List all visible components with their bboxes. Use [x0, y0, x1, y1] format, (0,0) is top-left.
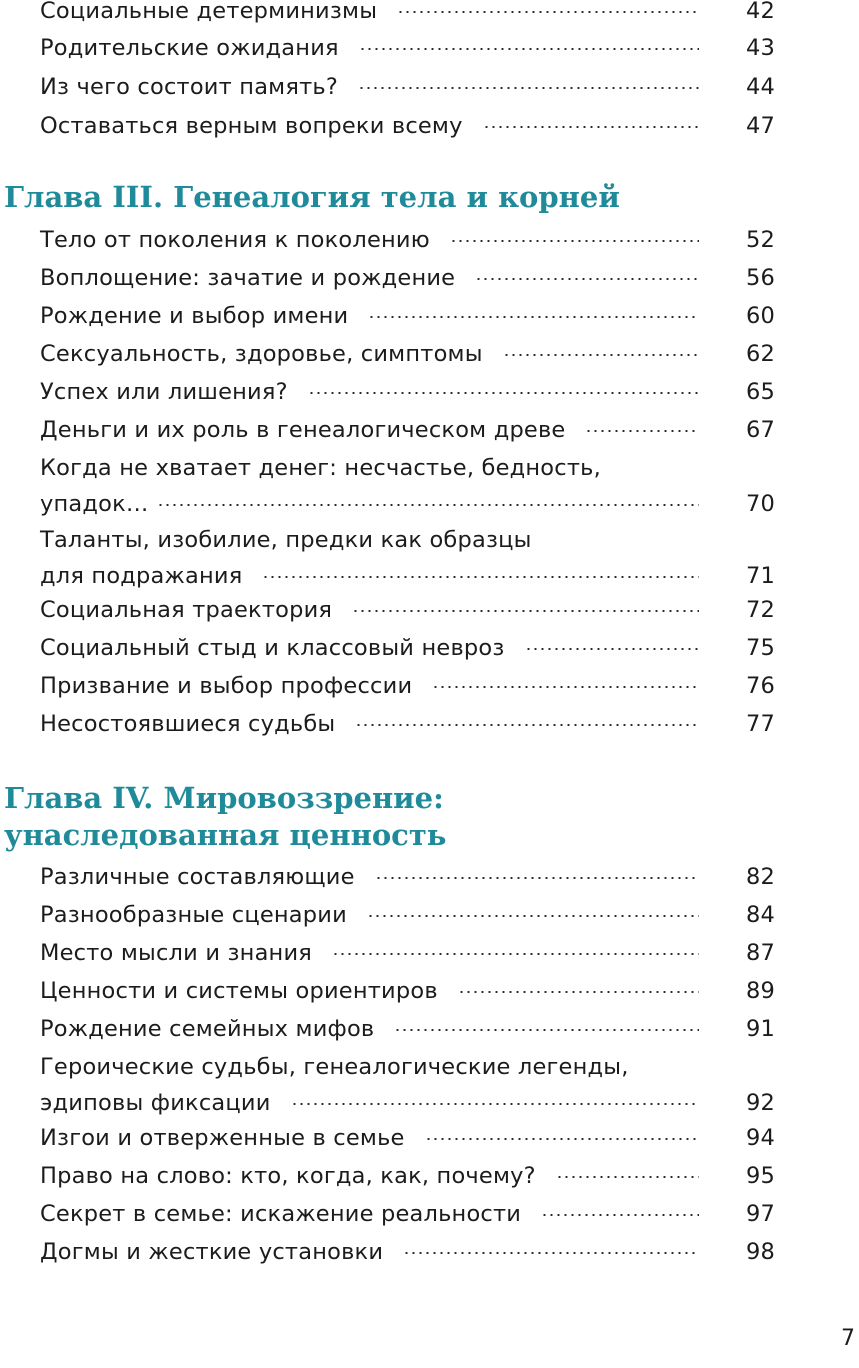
toc-entry-page: 42 — [745, 0, 775, 24]
toc-entry[interactable] — [40, 1050, 775, 1122]
toc-entry-page: 65 — [745, 379, 775, 405]
chapter-title-line1: Глава IV. Мировоззрение: — [4, 781, 444, 815]
toc-entry-page: 76 — [745, 673, 775, 699]
dot-leader — [458, 991, 699, 993]
toc-entry-title: Воплощение: зачатие и рождение — [40, 265, 456, 291]
toc-entry[interactable] — [40, 297, 775, 335]
toc-entry[interactable] — [40, 972, 775, 1010]
toc-entry-title: Право на слово: кто, когда, как, почему? — [40, 1163, 536, 1189]
page-number: 7 — [841, 1326, 855, 1351]
dot-leader — [483, 126, 699, 128]
toc-entry-title-line2: упадок… — [40, 491, 149, 517]
toc-entry-page: 98 — [745, 1239, 775, 1265]
toc-entry-page: 92 — [745, 1090, 775, 1116]
dot-leader — [525, 648, 699, 650]
toc-entry[interactable] — [40, 858, 775, 896]
toc-entry-title: Призвание и выбор профессии — [40, 673, 413, 699]
chapter-title: Глава III. Генеалогия тела и корней — [4, 180, 620, 214]
toc-entry-title-line1: Таланты, изобилие, предки как образцы — [40, 527, 532, 553]
toc-entry-page: 62 — [745, 341, 775, 367]
toc-entry-page: 70 — [745, 491, 775, 517]
dot-leader — [359, 48, 699, 50]
dot-leader — [503, 354, 699, 356]
dot-leader — [368, 316, 699, 318]
toc-entry[interactable] — [40, 934, 775, 972]
dot-leader — [425, 1138, 699, 1140]
dot-leader — [262, 576, 699, 578]
dot-leader — [352, 610, 699, 612]
toc-entry-page: 47 — [745, 113, 775, 139]
toc-entry[interactable] — [40, 629, 775, 667]
toc-entry-title: Деньги и их роль в генеалогическом древе — [40, 417, 566, 443]
toc-entry[interactable] — [40, 451, 775, 523]
toc-entry-page: 60 — [745, 303, 775, 329]
toc-entry-title-line1: Героические судьбы, генеалогические легенды, — [40, 1054, 629, 1080]
toc-entry-page: 52 — [745, 227, 775, 253]
toc-entry-page: 75 — [745, 635, 775, 661]
toc-entry[interactable] — [40, 1195, 775, 1233]
toc-entry-page: 72 — [745, 597, 775, 623]
toc-entry[interactable] — [40, 705, 775, 743]
toc-entry-title-line2: для подражания — [40, 563, 243, 589]
toc-entry-page: 94 — [745, 1125, 775, 1151]
toc-entry-title: Оставаться верным вопреки всему — [40, 113, 463, 139]
toc-entry-title-line1: Когда не хватает денег: несчастье, бедность, — [40, 455, 601, 481]
toc-entry[interactable] — [40, 221, 775, 259]
toc-entry-title: Разнообразные сценарии — [40, 902, 347, 928]
toc-entry[interactable] — [40, 667, 775, 705]
toc-entry-page: 71 — [745, 563, 775, 589]
toc-entry[interactable] — [40, 0, 775, 30]
toc-entry[interactable] — [40, 523, 775, 595]
toc-entry-title: Тело от поколения к поколению — [40, 227, 430, 253]
toc-entry[interactable] — [40, 335, 775, 373]
toc-entry-page: 87 — [745, 940, 775, 966]
toc-entry-page: 44 — [745, 74, 775, 100]
toc-entry-title: Социальные детерминизмы — [40, 0, 378, 24]
toc-entry-title: Социальная траектория — [40, 597, 333, 623]
toc-entry-page: 56 — [745, 265, 775, 291]
toc-entry-page: 89 — [745, 978, 775, 1004]
dot-leader — [394, 1029, 699, 1031]
dot-leader — [403, 1252, 699, 1254]
toc-entry-title: Успех или лишения? — [40, 379, 288, 405]
dot-leader — [450, 240, 699, 242]
toc-entry-title: Рождение семейных мифов — [40, 1016, 375, 1042]
dot-leader — [157, 504, 699, 506]
toc-entry-title: Несостоявшиеся судьбы — [40, 711, 336, 737]
toc-entry-page: 43 — [745, 35, 775, 61]
toc-entry-title: Секрет в семье: искажение реальности — [40, 1201, 522, 1227]
toc-entry[interactable] — [40, 896, 775, 934]
toc-entry-page: 67 — [745, 417, 775, 443]
toc-entry-page: 95 — [745, 1163, 775, 1189]
dot-leader — [358, 87, 699, 89]
toc-entry-title: Из чего состоит память? — [40, 74, 339, 100]
toc-entry-page: 84 — [745, 902, 775, 928]
dot-leader — [375, 877, 699, 879]
chapter-heading[interactable] — [4, 780, 447, 854]
dot-leader — [541, 1214, 699, 1216]
chapter-heading[interactable] — [4, 179, 620, 216]
dot-leader — [332, 953, 699, 955]
toc-entry-page: 77 — [745, 711, 775, 737]
dot-leader — [475, 278, 699, 280]
dot-leader — [355, 724, 699, 726]
dot-leader — [308, 392, 699, 394]
toc-entry-page: 97 — [745, 1201, 775, 1227]
toc-entry[interactable] — [40, 1010, 775, 1048]
toc-entry-page: 82 — [745, 864, 775, 890]
toc-entry[interactable] — [40, 29, 775, 67]
toc-entry-title: Социальный стыд и классовый невроз — [40, 635, 505, 661]
toc-entry-title: Рождение и выбор имени — [40, 303, 349, 329]
toc-entry-title: Родительские ожидания — [40, 35, 339, 61]
dot-leader — [556, 1176, 699, 1178]
toc-entry[interactable] — [40, 591, 775, 629]
toc-entry[interactable] — [40, 373, 775, 411]
toc-entry[interactable] — [40, 411, 775, 449]
dot-leader — [432, 686, 699, 688]
toc-entry[interactable] — [40, 1119, 775, 1157]
toc-entry-title: Изгои и отверженные в семье — [40, 1125, 405, 1151]
toc-entry[interactable] — [40, 1157, 775, 1195]
dot-leader — [397, 11, 699, 13]
toc-entry[interactable] — [40, 1233, 775, 1271]
toc-entry-title: Сексуальность, здоровье, симптомы — [40, 341, 483, 367]
toc-entry-title: Догмы и жесткие установки — [40, 1239, 384, 1265]
dot-leader — [291, 1103, 699, 1105]
dot-leader — [367, 915, 699, 917]
toc-entry-title: Место мысли и знания — [40, 940, 313, 966]
toc-entry-title-line2: эдиповы фиксации — [40, 1090, 271, 1116]
toc-entry-title: Ценности и системы ориентиров — [40, 978, 438, 1004]
dot-leader — [585, 430, 699, 432]
chapter-title-line2: унаследованная ценность — [4, 818, 447, 852]
toc-entry[interactable] — [40, 259, 775, 297]
toc-entry[interactable] — [40, 68, 775, 106]
toc-entry[interactable] — [40, 107, 775, 145]
toc-entry-page: 91 — [745, 1016, 775, 1042]
toc-entry-title: Различные составляющие — [40, 864, 355, 890]
